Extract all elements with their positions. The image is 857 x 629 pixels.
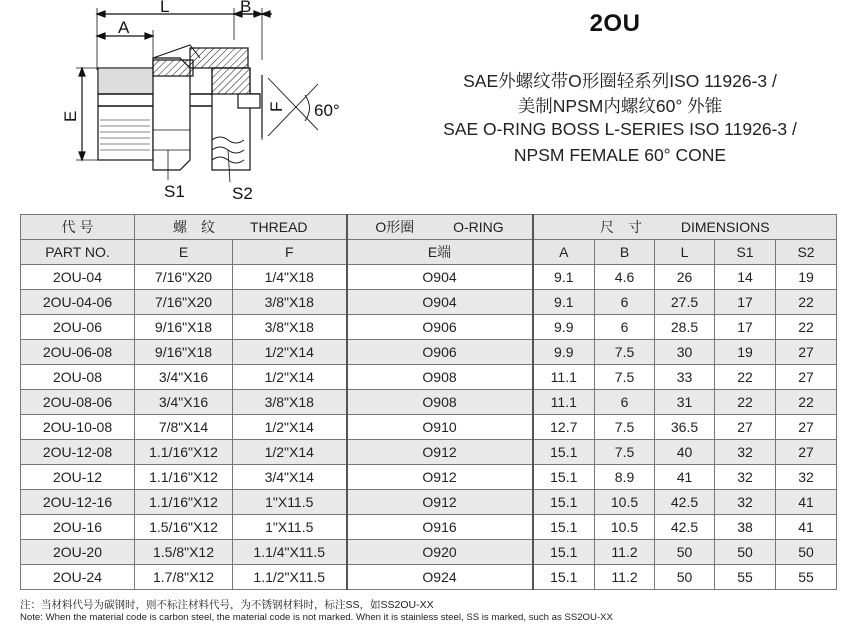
table-row: [21, 290, 837, 315]
table-row: [21, 365, 837, 390]
dim-label-a: A: [118, 18, 130, 37]
dim-s1-cell: 32: [715, 490, 776, 515]
dim-l-cell: 42.5: [655, 490, 715, 515]
dim-a-cell: 15.1: [533, 565, 595, 590]
thread-e-cell: 3/4"X16: [135, 390, 233, 415]
dim-s2-cell: 41: [776, 515, 837, 540]
dim-a-cell: 15.1: [533, 490, 595, 515]
subtitle-line-4: NPSM FEMALE 60° CONE: [513, 145, 727, 165]
dim-s1-cell: 22: [715, 365, 776, 390]
dim-a-cell: 15.1: [533, 540, 595, 565]
thread-f-cell: 1/2"X14: [233, 415, 347, 440]
dim-l-cell: 33: [655, 365, 715, 390]
oring-cell: O910: [347, 415, 533, 440]
thread-e-cell: 1.1/16"X12: [135, 490, 233, 515]
dim-l-cell: 50: [655, 565, 715, 590]
header-dim-cn: 尺 寸: [599, 219, 642, 235]
dim-s1-cell: 22: [715, 390, 776, 415]
dim-s2-cell: 22: [776, 290, 837, 315]
header-e: E: [135, 240, 233, 265]
header-l: L: [655, 240, 715, 265]
dim-b-cell: 6: [595, 390, 655, 415]
dim-b-cell: 10.5: [595, 515, 655, 540]
thread-e-cell: 3/4"X16: [135, 365, 233, 390]
dim-s2-cell: 41: [776, 490, 837, 515]
part-no-cell: 2OU-06-08: [21, 340, 135, 365]
thread-f-cell: 1.1/2"X11.5: [233, 565, 347, 590]
thread-f-cell: 1/4"X18: [233, 265, 347, 290]
header-a: A: [533, 240, 595, 265]
thread-e-cell: 1.5/8"X12: [135, 540, 233, 565]
header-s1: S1: [715, 240, 776, 265]
dim-s2-cell: 22: [776, 315, 837, 340]
oring-cell: O906: [347, 315, 533, 340]
subtitle-line-2: 美制NPSM内螺纹60° 外锥: [517, 96, 723, 116]
dim-label-s1: S1: [164, 182, 185, 201]
table-row: [21, 315, 837, 340]
dim-b-cell: 7.5: [595, 440, 655, 465]
part-no-cell: 2OU-12-08: [21, 440, 135, 465]
oring-cell: O906: [347, 340, 533, 365]
thread-f-cell: 1/2"X14: [233, 365, 347, 390]
header-oring: [347, 215, 533, 240]
table-row: [21, 265, 837, 290]
table-row: [21, 490, 837, 515]
table-row: [21, 340, 837, 365]
oring-cell: O912: [347, 465, 533, 490]
dim-label-s2: S2: [232, 184, 253, 203]
dim-a-cell: 9.9: [533, 340, 595, 365]
dim-s2-cell: 27: [776, 365, 837, 390]
part-no-cell: 2OU-04: [21, 265, 135, 290]
dim-label-e: E: [61, 110, 80, 122]
oring-cell: O912: [347, 440, 533, 465]
oring-cell: O904: [347, 290, 533, 315]
thread-e-cell: 1.5/16"X12: [135, 515, 233, 540]
table-body: [21, 265, 837, 590]
dim-b-cell: 11.2: [595, 565, 655, 590]
oring-cell: O920: [347, 540, 533, 565]
dim-s1-cell: 55: [715, 565, 776, 590]
dim-l-cell: 31: [655, 390, 715, 415]
dim-b-cell: 7.5: [595, 340, 655, 365]
product-code-title: 2OU: [589, 10, 641, 37]
dim-b-cell: 7.5: [595, 415, 655, 440]
header-oring-en: O-RING: [453, 219, 504, 235]
part-no-cell: 2OU-08: [21, 365, 135, 390]
thread-f-cell: 3/4"X14: [233, 465, 347, 490]
dim-l-cell: 30: [655, 340, 715, 365]
thread-f-cell: 1/2"X14: [233, 340, 347, 365]
header-f: F: [233, 240, 347, 265]
table-row: [21, 465, 837, 490]
dim-l-cell: 28.5: [655, 315, 715, 340]
part-no-cell: 2OU-06: [21, 315, 135, 340]
dim-label-angle: 60°: [314, 101, 340, 120]
table-row: [21, 540, 837, 565]
thread-e-cell: 7/16"X20: [135, 265, 233, 290]
dim-a-cell: 15.1: [533, 515, 595, 540]
thread-f-cell: 3/8"X18: [233, 315, 347, 340]
part-no-cell: 2OU-10-08: [21, 415, 135, 440]
table-row: [21, 415, 837, 440]
dim-s2-cell: 22: [776, 390, 837, 415]
dim-s1-cell: 32: [715, 465, 776, 490]
header-row-1: [21, 215, 837, 240]
part-no-cell: 2OU-24: [21, 565, 135, 590]
dim-s2-cell: 32: [776, 465, 837, 490]
dim-b-cell: 7.5: [595, 365, 655, 390]
dim-s2-cell: 19: [776, 265, 837, 290]
part-no-cell: 2OU-16: [21, 515, 135, 540]
table-row: [21, 390, 837, 415]
oring-cell: O924: [347, 565, 533, 590]
thread-f-cell: 1"X11.5: [233, 490, 347, 515]
dim-s1-cell: 17: [715, 315, 776, 340]
oring-cell: O912: [347, 490, 533, 515]
dim-b-cell: 8.9: [595, 465, 655, 490]
header-thread-cn: 螺 纹: [172, 219, 215, 235]
dim-s1-cell: 19: [715, 340, 776, 365]
dim-l-cell: 42.5: [655, 515, 715, 540]
dim-s1-cell: 14: [715, 265, 776, 290]
dim-a-cell: 11.1: [533, 390, 595, 415]
part-no-cell: 2OU-04-06: [21, 290, 135, 315]
thread-e-cell: 9/16"X18: [135, 315, 233, 340]
dim-b-cell: 10.5: [595, 490, 655, 515]
dim-s1-cell: 27: [715, 415, 776, 440]
thread-e-cell: 1.1/16"X12: [135, 440, 233, 465]
thread-f-cell: 3/8"X18: [233, 290, 347, 315]
dim-a-cell: 9.9: [533, 315, 595, 340]
dim-a-cell: 11.1: [533, 365, 595, 390]
dim-a-cell: 15.1: [533, 465, 595, 490]
oring-cell: O904: [347, 265, 533, 290]
dim-b-cell: 6: [595, 290, 655, 315]
dim-label-f: F: [267, 101, 286, 112]
header-e-end: E端: [347, 240, 533, 265]
part-no-cell: 2OU-20: [21, 540, 135, 565]
header-s2: S2: [776, 240, 837, 265]
dim-s1-cell: 32: [715, 440, 776, 465]
part-no-cell: 2OU-08-06: [21, 390, 135, 415]
header-dim-en: DIMENSIONS: [680, 219, 770, 235]
thread-f-cell: 1"X11.5: [233, 515, 347, 540]
dim-a-cell: 12.7: [533, 415, 595, 440]
dim-l-cell: 40: [655, 440, 715, 465]
spec-table: [20, 214, 837, 590]
dim-s1-cell: 17: [715, 290, 776, 315]
thread-e-cell: 1.7/8"X12: [135, 565, 233, 590]
thread-e-cell: 7/16"X20: [135, 290, 233, 315]
dim-label-b: B: [240, 0, 252, 16]
thread-f-cell: 1/2"X14: [233, 440, 347, 465]
part-no-cell: 2OU-12-16: [21, 490, 135, 515]
note-english: Note: When the material code is carbon steel, the material code is not marked. When it is stainless steel, SS is marked, such as SS2OU-XX: [20, 612, 613, 623]
dim-s2-cell: 27: [776, 440, 837, 465]
thread-f-cell: 3/8"X18: [233, 390, 347, 415]
dim-l-cell: 41: [655, 465, 715, 490]
header-thread-en: THREAD: [249, 219, 308, 235]
thread-f-cell: 1.1/4"X11.5: [233, 540, 347, 565]
header-b: B: [595, 240, 655, 265]
thread-e-cell: 7/8"X14: [135, 415, 233, 440]
header-thread: [135, 215, 347, 240]
dim-a-cell: 9.1: [533, 290, 595, 315]
dim-s2-cell: 55: [776, 565, 837, 590]
dim-a-cell: 9.1: [533, 265, 595, 290]
dim-l-cell: 36.5: [655, 415, 715, 440]
dim-l-cell: 50: [655, 540, 715, 565]
dim-s2-cell: 27: [776, 340, 837, 365]
dim-b-cell: 11.2: [595, 540, 655, 565]
dim-a-cell: 15.1: [533, 440, 595, 465]
dim-s1-cell: 38: [715, 515, 776, 540]
header-oring-cn: O形圈: [375, 219, 415, 235]
fitting-drawing: [0, 0, 360, 212]
subtitle-line-3: SAE O-RING BOSS L-SERIES ISO 11926-3 /: [443, 119, 797, 139]
dim-l-cell: 27.5: [655, 290, 715, 315]
dim-s2-cell: 50: [776, 540, 837, 565]
dim-b-cell: 6: [595, 315, 655, 340]
part-no-cell: 2OU-12: [21, 465, 135, 490]
note-chinese: 注：当材料代号为碳钢时，则不标注材料代号，为不锈钢材料时，标注SS，如SS2OU-XX: [20, 599, 434, 611]
header-part-cn: 代 号: [21, 215, 135, 240]
header-row-2: [21, 240, 837, 265]
thread-e-cell: 1.1/16"X12: [135, 465, 233, 490]
header-dimensions: [533, 215, 837, 240]
dim-s2-cell: 27: [776, 415, 837, 440]
dim-label-l: L: [160, 0, 170, 16]
oring-cell: O908: [347, 390, 533, 415]
dim-l-cell: 26: [655, 265, 715, 290]
table-row: [21, 565, 837, 590]
table-row: [21, 515, 837, 540]
table-row: [21, 440, 837, 465]
dim-b-cell: 4.6: [595, 265, 655, 290]
thread-e-cell: 9/16"X18: [135, 340, 233, 365]
oring-cell: O908: [347, 365, 533, 390]
header-part-en: PART NO.: [21, 240, 135, 265]
subtitle-line-1: SAE外螺纹带O形圈轻系列ISO 11926-3 /: [463, 71, 777, 91]
oring-cell: O916: [347, 515, 533, 540]
dim-s1-cell: 50: [715, 540, 776, 565]
